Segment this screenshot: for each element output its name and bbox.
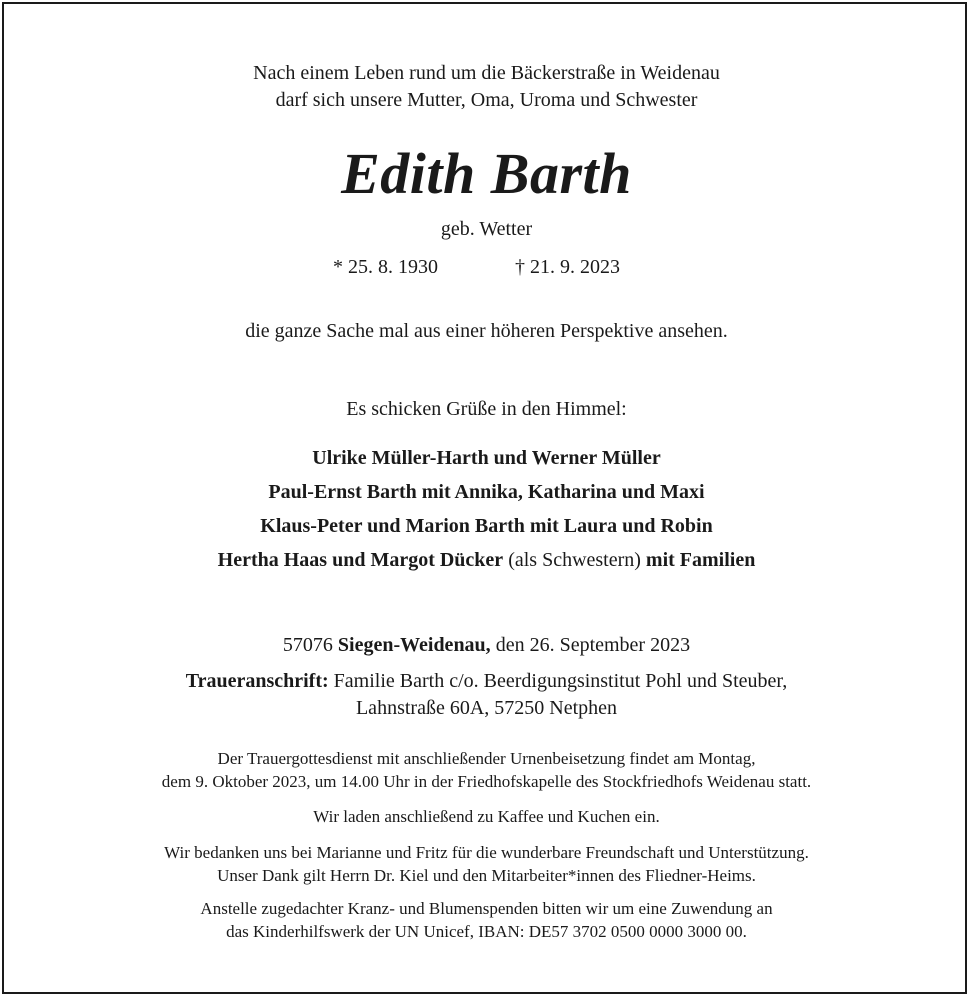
thanks-line-2: Unser Dank gilt Herrn Dr. Kiel und den Mitarbeiter*innen des Fliedner-Heims. — [217, 866, 756, 885]
donation-line-2: das Kinderhilfswerk der UN Unicef, IBAN: DE57 3702 0500 0000 3000 00. — [226, 922, 747, 941]
notice-date: den 26. September 2023 — [495, 634, 691, 656]
greeting-line: Es schicken Grüße in den Himmel: — [346, 398, 627, 420]
place-date-line — [0, 634, 973, 657]
mourner-line-4 — [0, 549, 973, 572]
address-line-2: Lahnstraße 60A, 57250 Netphen — [355, 697, 618, 719]
place-city: Siegen-Weidenau, — [337, 634, 491, 656]
mourner-line-1: Ulrike Müller-Harth und Werner Müller — [312, 447, 661, 469]
thanks-line-1: Wir bedanken uns bei Marianne und Fritz für die wunderbare Freundschaft und Unterstützung. — [164, 843, 809, 862]
mourner-line-4-families: mit Familien — [645, 549, 756, 571]
death-date: † 21. 9. 2023 — [515, 256, 620, 278]
intro-line-1: Nach einem Leben rund um die Bäckerstraße in Weidenau — [253, 62, 720, 84]
mourner-line-3: Klaus-Peter und Marion Barth mit Laura und Robin — [260, 515, 713, 537]
service-line-2: dem 9. Oktober 2023, um 14.00 Uhr in der Friedhofskapelle des Stockfriedhofs Weidenau statt. — [161, 772, 812, 791]
donation-line-1: Anstelle zugedachter Kranz- und Blumenspenden bitten wir um eine Zuwendung an — [200, 899, 773, 918]
deceased-name: Edith Barth — [341, 141, 632, 206]
birth-name: geb. Wetter — [440, 218, 533, 240]
address-recipient: Familie Barth c/o. Beerdigungsinstitut Pohl und Steuber, — [333, 670, 788, 692]
perspective-line: die ganze Sache mal aus einer höheren Perspektive ansehen. — [245, 320, 728, 342]
mourner-line-4-names: Hertha Haas und Margot Dücker — [217, 549, 504, 571]
coffee-line: Wir laden anschließend zu Kaffee und Kuchen ein. — [313, 807, 660, 826]
mourner-line-4-note: (als Schwestern) — [508, 549, 641, 571]
address-label: Traueranschrift: — [185, 670, 329, 692]
service-line-1: Der Trauergottesdienst mit anschließender Urnenbeisetzung findet am Montag, — [217, 749, 756, 768]
address-line-1 — [0, 670, 973, 693]
intro-line-2: darf sich unsere Mutter, Oma, Uroma und Schwester — [275, 89, 698, 111]
place-zip: 57076 — [282, 634, 333, 656]
mourner-line-2: Paul-Ernst Barth mit Annika, Katharina und Maxi — [268, 481, 705, 503]
birth-date: * 25. 8. 1930 — [333, 256, 438, 278]
